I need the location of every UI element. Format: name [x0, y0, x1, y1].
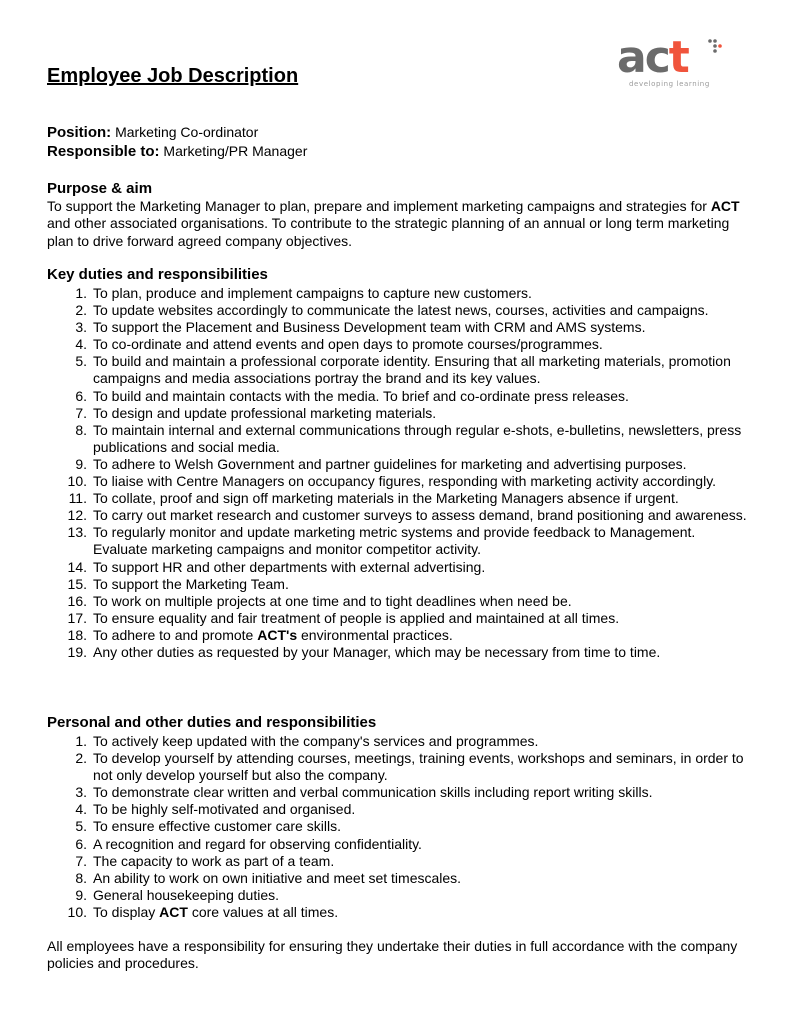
list-item [47, 319, 747, 336]
list-item-number: 2. [75, 750, 87, 767]
logo-letter-c: c [644, 32, 669, 83]
list-item-brand: ACT's [257, 626, 298, 643]
list-item [47, 750, 747, 784]
list-item [47, 870, 747, 887]
list-item-text: To support HR and other departments with external advertising. [93, 558, 486, 575]
list-item-text: To work on multiple projects at one time and to tight deadlines when need be. [93, 592, 572, 609]
list-item-text: To demonstrate clear written and verbal communication skills including report writing skills. [93, 784, 653, 801]
list-item-text: To plan, produce and implement campaigns to capture new customers. [93, 285, 532, 301]
responsible-to-label: Responsible to: [47, 143, 160, 160]
list-item-text: To update websites accordingly to communicate the latest news, courses, activities and campaigns. [93, 302, 709, 319]
position-value: Marketing Co-ordinator [115, 124, 259, 140]
list-item-number: 13. [67, 524, 87, 541]
list-item-number: 15. [67, 575, 87, 592]
list-item-brand: ACT [159, 903, 188, 920]
list-item-text: To display [93, 903, 156, 920]
list-item [47, 405, 747, 422]
list-item-number: 8. [75, 869, 87, 886]
list-item-text: To build and maintain a professional corporate identity. Ensuring that all marketing materials, promotion campaigns and media associations portray the brand and its key values. [93, 353, 731, 387]
logo-letter-a: a [617, 32, 645, 83]
logo-letter-t: t [668, 32, 688, 83]
list-item-number: 10. [67, 473, 87, 490]
list-item-number: 3. [75, 784, 87, 801]
position-label: Position: [47, 124, 112, 141]
list-item [47, 784, 747, 801]
list-item [47, 801, 747, 818]
list-item [47, 593, 747, 610]
list-item-text: To collate, proof and sign off marketing materials in the Marketing Managers absence if urgent. [93, 490, 679, 507]
list-item [47, 336, 747, 353]
list-item-number: 2. [75, 302, 87, 319]
act-logo [617, 33, 727, 95]
list-item [47, 559, 747, 576]
list-item-text: To liaise with Centre Managers on occupancy figures, responding with marketing activity accordingly. [93, 473, 717, 490]
list-item-number: 10. [67, 903, 87, 920]
list-item [47, 644, 747, 661]
list-item [47, 836, 747, 853]
list-item [47, 473, 747, 490]
list-item [47, 818, 747, 835]
page-title: Employee Job Description [47, 65, 299, 87]
position-field [47, 123, 258, 142]
list-item [47, 388, 747, 405]
list-item-text: To adhere to Welsh Government and partner guidelines for marketing and advertising purposes. [93, 455, 687, 472]
list-item-number: 7. [75, 852, 87, 869]
list-item [47, 524, 747, 558]
list-item [47, 853, 747, 870]
logo-wordmark [617, 33, 688, 83]
list-item [47, 302, 747, 319]
list-item-text: To support the Placement and Business Development team with CRM and AMS systems. [93, 319, 646, 336]
list-item-text: The capacity to work as part of a team. [93, 852, 335, 869]
list-item [47, 627, 747, 644]
key-duties-heading: Key duties and responsibilities [47, 266, 268, 283]
personal-duties-list [47, 733, 747, 921]
list-item [47, 490, 747, 507]
list-item-text: An ability to work on own initiative and meet set timescales. [93, 869, 462, 886]
list-item-number: 19. [67, 643, 87, 660]
list-item-text: To co-ordinate and attend events and open days to promote courses/programmes. [93, 336, 603, 353]
key-duties-list [47, 285, 747, 661]
purpose-text-after: and other associated organisations. To contribute to the strategic planning of an annual or long term marketing plan to drive forward agreed company objectives. [47, 215, 730, 249]
purpose-paragraph [47, 198, 747, 250]
list-item-text: To support the Marketing Team. [93, 575, 289, 592]
list-item-number: 9. [75, 455, 87, 472]
list-item-number: 16. [67, 592, 87, 609]
list-item [47, 576, 747, 593]
list-item-text: To carry out market research and customer surveys to assess demand, brand positioning and awareness. [93, 507, 747, 524]
list-item-text: To design and update professional marketing materials. [93, 404, 437, 421]
list-item-text: To ensure effective customer care skills. [93, 818, 341, 835]
list-item-text: To build and maintain contacts with the media. To brief and co-ordinate press releases. [93, 387, 629, 404]
list-item-text: A recognition and regard for observing confidentiality. [93, 835, 422, 852]
list-item-number: 5. [75, 818, 87, 835]
list-item-text: To ensure equality and fair treatment of people is applied and maintained at all times. [93, 609, 620, 626]
purpose-text-before: To support the Marketing Manager to plan, prepare and implement marketing campaigns and strategies for [47, 198, 707, 214]
list-item-text: core values at all times. [191, 903, 339, 920]
list-item-number: 4. [75, 801, 87, 818]
list-item-number: 6. [75, 387, 87, 404]
list-item-number: 1. [75, 733, 87, 749]
list-item [47, 353, 747, 387]
purpose-heading: Purpose & aim [47, 180, 153, 197]
list-item-text: environmental practices. [301, 626, 453, 643]
list-item-text: To regularly monitor and update marketing metric systems and provide feedback to Management. Evaluate marketing campaigns and monitor competitor activity. [93, 524, 696, 558]
list-item-text: To actively keep updated with the company's services and programmes. [93, 733, 539, 749]
list-item [47, 507, 747, 524]
purpose-brand: ACT [710, 198, 740, 214]
list-item [47, 456, 747, 473]
responsible-to-field [47, 142, 307, 161]
list-item-number: 3. [75, 319, 87, 336]
list-item-text: To be highly self-motivated and organised. [93, 801, 356, 818]
list-item-text: General housekeeping duties. [93, 886, 280, 903]
list-item-text: To maintain internal and external communications through regular e-shots, e-bulletins, newsletters, press publications and social media. [93, 421, 742, 455]
list-item-number: 7. [75, 404, 87, 421]
list-item [47, 610, 747, 627]
list-item-number: 1. [75, 285, 87, 301]
list-item [47, 733, 747, 750]
list-item [47, 285, 747, 302]
list-item-number: 5. [75, 353, 87, 370]
list-item-number: 18. [67, 626, 87, 643]
list-item-number: 8. [75, 421, 87, 438]
list-item [47, 887, 747, 904]
list-item-number: 17. [67, 609, 87, 626]
logo-tagline: developing learning [629, 80, 710, 88]
logo-dots-icon [705, 37, 725, 57]
list-item-text: To develop yourself by attending courses, meetings, training events, workshops and seminars, in order to not only develop yourself but also the company. [93, 750, 744, 784]
list-item-number: 9. [75, 886, 87, 903]
list-item-number: 14. [67, 558, 87, 575]
list-item [47, 422, 747, 456]
list-item-text: Any other duties as requested by your Manager, which may be necessary from time to time. [93, 643, 661, 660]
closing-paragraph: All employees have a responsibility for ensuring they undertake their duties in full accordance with the company policies and procedures. [47, 938, 738, 972]
list-item-number: 12. [67, 507, 87, 524]
list-item-text: To adhere to and promote [93, 626, 254, 643]
responsible-to-value: Marketing/PR Manager [163, 143, 308, 159]
list-item-number: 6. [75, 835, 87, 852]
list-item-number: 11. [68, 490, 87, 507]
personal-duties-heading: Personal and other duties and responsibilities [47, 714, 377, 731]
list-item-number: 4. [75, 336, 87, 353]
list-item [47, 904, 747, 921]
